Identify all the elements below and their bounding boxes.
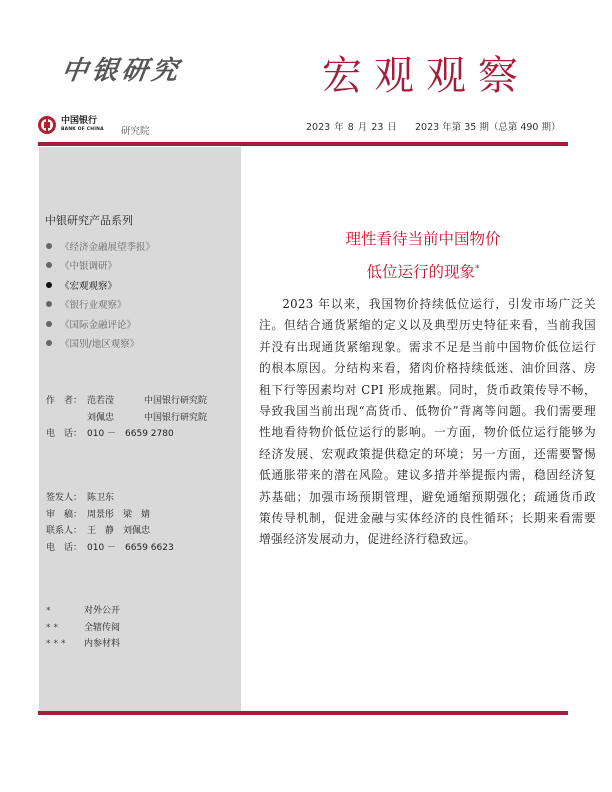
series-title: 中银研究产品系列 xyxy=(45,214,133,227)
reviewer-names: 周景彤 梁 婧 xyxy=(87,509,151,520)
bullet-icon xyxy=(46,282,52,288)
reviewer-label: 审 稿： xyxy=(46,509,83,520)
author-org: 中国银行研究院 xyxy=(144,396,208,406)
headline-line-1: 理性看待当前中国物价 xyxy=(345,230,501,248)
phone-label: 电 话： xyxy=(46,429,83,439)
bank-logo-cn: 中国银行 xyxy=(61,116,98,127)
publish-date: 2023 年 8 月 23 日 xyxy=(306,122,397,133)
bullet-icon xyxy=(46,243,52,249)
bottom-divider xyxy=(38,711,568,715)
series-item: 《中银调研》 xyxy=(46,256,155,276)
star-icon: ** xyxy=(46,622,61,633)
issue-number: 2023 年第 35 期（总第 490 期） xyxy=(415,122,561,133)
classification-label: 内参材料 xyxy=(84,639,121,649)
bullet-icon xyxy=(46,301,52,307)
star-icon: * xyxy=(46,606,54,616)
calligraphy-logo: 中银研究 xyxy=(59,56,184,86)
classification-label: 对外公开 xyxy=(84,606,121,616)
series-item: 《国别/地区观察》 xyxy=(46,334,155,354)
contact-label: 联系人： xyxy=(46,526,83,536)
author-org: 中国银行研究院 xyxy=(144,412,208,423)
series-item: 《银行业观察》 xyxy=(46,295,155,315)
top-divider xyxy=(38,142,568,146)
bank-of-china-logo xyxy=(38,116,104,134)
author-name: 刘佩忠 xyxy=(87,412,115,423)
series-item: 《国际金融评论》 xyxy=(46,314,155,334)
article-body: 2023 年以来，我国物价持续低位运行，引发市场广泛关注。但结合通货紧缩的定义以及典型历史特征来看，当前我国并没有出现通货紧缩现象。需求不足是当前中国物价低位运行的根本原因。分结构来看，猪肉价格持续低迷、油价回落、房租下行等因素均对 CPI 形成拖累。同时，货币政策传导不畅，导致我国当前出现“高货币、低物价”背离等问题。我们需要理性地看待物价低位运行的影响。一方面，物价低位运行能够为经济发展、宏观政策提供稳定的环境；另一方面，还需要警惕低通胀带来的潜在风险。建议多措并举提振内需，稳固经济复苏基础；加强市场预期管理，避免通缩预期强化；疏通货币政策传导机制，促进金融与实体经济的良性循环；长期来看需要增强经济发展动力，促进经济行稳致远。 xyxy=(259,297,596,547)
bullet-icon xyxy=(46,262,52,268)
signer-name: 陈卫东 xyxy=(87,493,115,503)
bank-logo-en: BANK OF CHINA xyxy=(61,127,104,133)
institute-label: 研究院 xyxy=(121,126,150,137)
publication-title: 宏观观察 xyxy=(322,53,530,99)
approval-info xyxy=(46,490,174,556)
phone-label: 电 话： xyxy=(46,542,83,553)
contact-phone: 010 － 6659 6623 xyxy=(87,542,174,553)
author-name: 范若滢 xyxy=(87,396,115,406)
bullet-icon xyxy=(46,321,52,327)
author-phone: 010 － 6659 2780 xyxy=(87,429,174,439)
footnote-mark: * xyxy=(475,263,480,274)
series-item: 《经济金融展望季报》 xyxy=(46,236,155,256)
bank-of-china-emblem-icon xyxy=(38,116,56,134)
author-label: 作 者： xyxy=(46,396,83,406)
classification-label: 全辖传阅 xyxy=(84,622,121,633)
signer-label: 签发人： xyxy=(46,493,83,503)
series-list xyxy=(46,236,155,353)
contact-names: 王 静 刘佩忠 xyxy=(87,526,151,536)
series-item-active: 《宏观观察》 xyxy=(46,275,155,295)
bullet-icon xyxy=(46,340,52,346)
classification-legend xyxy=(46,603,120,653)
author-info xyxy=(46,393,207,443)
star-icon: *** xyxy=(46,639,69,649)
headline-line-2: 低位运行的现象* xyxy=(366,263,480,281)
